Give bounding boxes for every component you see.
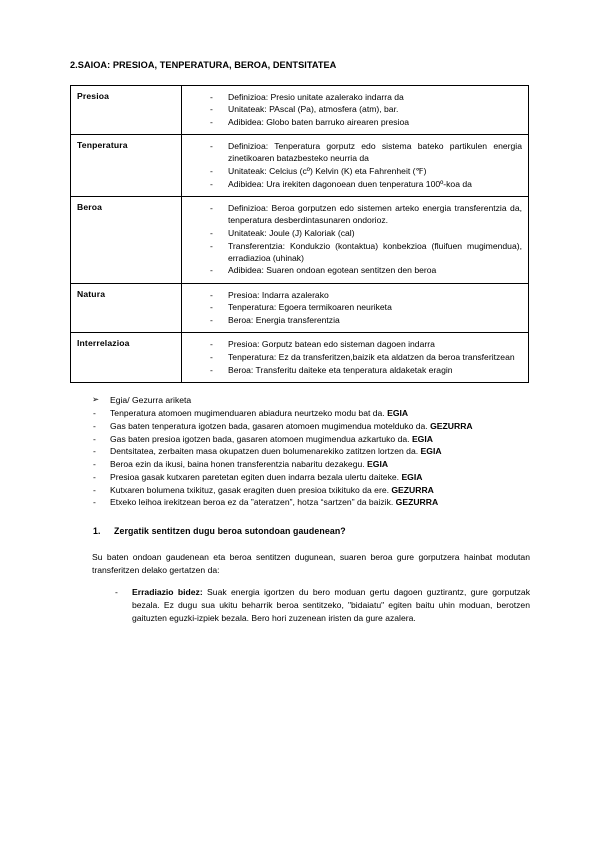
verdict-label: GEZURRA: [391, 484, 434, 495]
verdict-label: EGIA: [387, 408, 409, 419]
answer-intro-paragraph: Su baten ondoan gaudenean eta beroa sentitzen dugunean, suaren beroa gure gorputzera hainbat modutan transferitzen delako gertatzen da:: [92, 552, 530, 576]
statement-text: Beroa ezin da ikusi, baina honen transferentzia nabaritu dezakegu.: [110, 459, 365, 470]
list-item: [92, 458, 530, 471]
answer-list: [92, 586, 530, 625]
list-item: - Definizioa: Beroa gorputzen edo sistemen arteko energia transferentzia da, tenperatura desberdintasunaren ondorioz.: [188, 202, 522, 226]
statement-text: Kutxaren bolumena txikituz, gasak eragiten duen presioa txikituko da ere.: [110, 484, 389, 495]
true-false-list: [92, 407, 530, 509]
statement-text: Gas baten tenperatura igotzen bada, gasaren atomoen mugimendua motelduko da.: [110, 421, 428, 432]
list-item: - Transferentzia: Kondukzio (kontaktua) konbekzioa (fluifuen mugimendua), erradiazioa (uhinak): [188, 240, 522, 264]
list-item: - Presioa: Indarra azalerako: [188, 289, 522, 301]
answer-body-text: Suak energia igortzen du bero moduan gertu dagoen guztirantz, gure gorputzak bezala. Ez dugu sua ukitu beharrik beroa sentitzeko, "bidaiatu" egiten baitu uhin moduan, berotzen gaituzten eguzki-izpiek bezala. Bero hori zuzenean iristen da gure azalera.: [132, 586, 530, 623]
detail-list: [188, 91, 522, 129]
statement-text: Gas baten presioa igotzen bada, gasaren atomoen mugimendua azkartuko da.: [110, 433, 410, 444]
table-row: [71, 196, 529, 283]
verdict-label: EGIA: [411, 433, 433, 444]
list-item: - Tenperatura: Ez da transferitzen,baizik eta aldatzen da beroa transferitzean: [188, 351, 522, 363]
list-item: [92, 420, 530, 433]
list-item: - Beroa: Transferitu daiteke eta tenperatura aldaketak eragin: [188, 364, 522, 376]
list-item: - Adibidea: Suaren ondoan egotean sentitzen den beroa: [188, 264, 522, 276]
exercise-section: [70, 394, 530, 509]
detail-list: [188, 140, 522, 190]
table-cell-term: Interrelazioa: [71, 333, 182, 383]
table-cell-details: [182, 135, 529, 197]
exercise-heading: ➢ Egia/ Gezurra ariketa: [92, 394, 530, 406]
table-cell-term: Natura: [71, 283, 182, 333]
table-cell-details: [182, 196, 529, 283]
question-text: Zergatik sentitzen dugu beroa sutondoan gaudenean?: [114, 526, 346, 537]
verdict-label: EGIA: [367, 459, 389, 470]
table-cell-term: Beroa: [71, 196, 182, 283]
table-cell-details: [182, 283, 529, 333]
list-item: - Presioa: Gorputz batean edo sisteman dagoen indarra: [188, 338, 522, 350]
concept-table-body: [71, 85, 529, 382]
list-item: - Unitateak: Joule (J) Kaloriak (cal): [188, 227, 522, 239]
question-heading: [92, 525, 530, 537]
statement-text: Dentsitatea, zerbaiten masa okupatzen duen bolumenarekiko zatitzen lortzen da.: [110, 446, 419, 457]
list-item: - Adibidea: Globo baten barruko airearen presioa: [188, 116, 522, 128]
list-item: - Tenperatura: Egoera termikoaren neuriketa: [188, 301, 522, 313]
table-row: [71, 333, 529, 383]
list-item: [92, 484, 530, 497]
verdict-label: EGIA: [420, 446, 442, 457]
list-item: [92, 496, 530, 509]
list-item: - Definizioa: Presio unitate azalerako indarra da: [188, 91, 522, 103]
list-item: - Unitateak: PAscal (Pa), atmosfera (atm), bar.: [188, 103, 522, 115]
statement-text: Etxeko leihoa irekitzean beroa ez da ”ateratzen”, hotza “sartzen” da baizik.: [110, 497, 394, 508]
question-section: [70, 525, 530, 624]
list-item: - Unitateak: Celcius (cº) Kelvin (K) eta Fahrenheit (℉): [188, 165, 522, 177]
list-item: [92, 471, 530, 484]
table-row: [71, 85, 529, 135]
detail-list: [188, 202, 522, 277]
table-cell-details: [182, 333, 529, 383]
verdict-label: GEZURRA: [395, 497, 439, 508]
table-cell-term: Presioa: [71, 85, 182, 135]
list-item: - Adibidea: Ura irekiten dagonoean duen tenperatura 100º-koa da: [188, 178, 522, 190]
detail-list: [188, 338, 522, 376]
table-cell-details: [182, 85, 529, 135]
verdict-label: EGIA: [401, 471, 423, 482]
table-row: [71, 135, 529, 197]
list-item: [92, 407, 530, 420]
verdict-label: GEZURRA: [430, 421, 473, 432]
detail-list: [188, 289, 522, 327]
list-item: [92, 445, 530, 458]
page-title: 2.SAIOA: PRESIOA, TENPERATURA, BEROA, DENTSITATEA: [70, 60, 337, 70]
table-row: [71, 283, 529, 333]
list-item: [114, 586, 530, 625]
statement-text: Presioa gasak kutxaren paretetan egiten duen indarra bezala ulertu daiteke.: [110, 471, 400, 482]
list-item: - Beroa: Energia transferentzia: [188, 314, 522, 326]
list-item: - Definizioa: Tenperatura gorputz edo sistema bateko partikulen energia zinetikoaren batazbesteko neurria da: [188, 140, 522, 164]
list-item: [92, 433, 530, 446]
answer-lead-term: Erradiazio bidez:: [132, 586, 203, 597]
concept-table: [70, 85, 529, 383]
statement-text: Tenperatura atomoen mugimenduaren abiadura neurtzeko modu bat da.: [110, 408, 385, 419]
table-cell-term: Tenperatura: [71, 135, 182, 197]
